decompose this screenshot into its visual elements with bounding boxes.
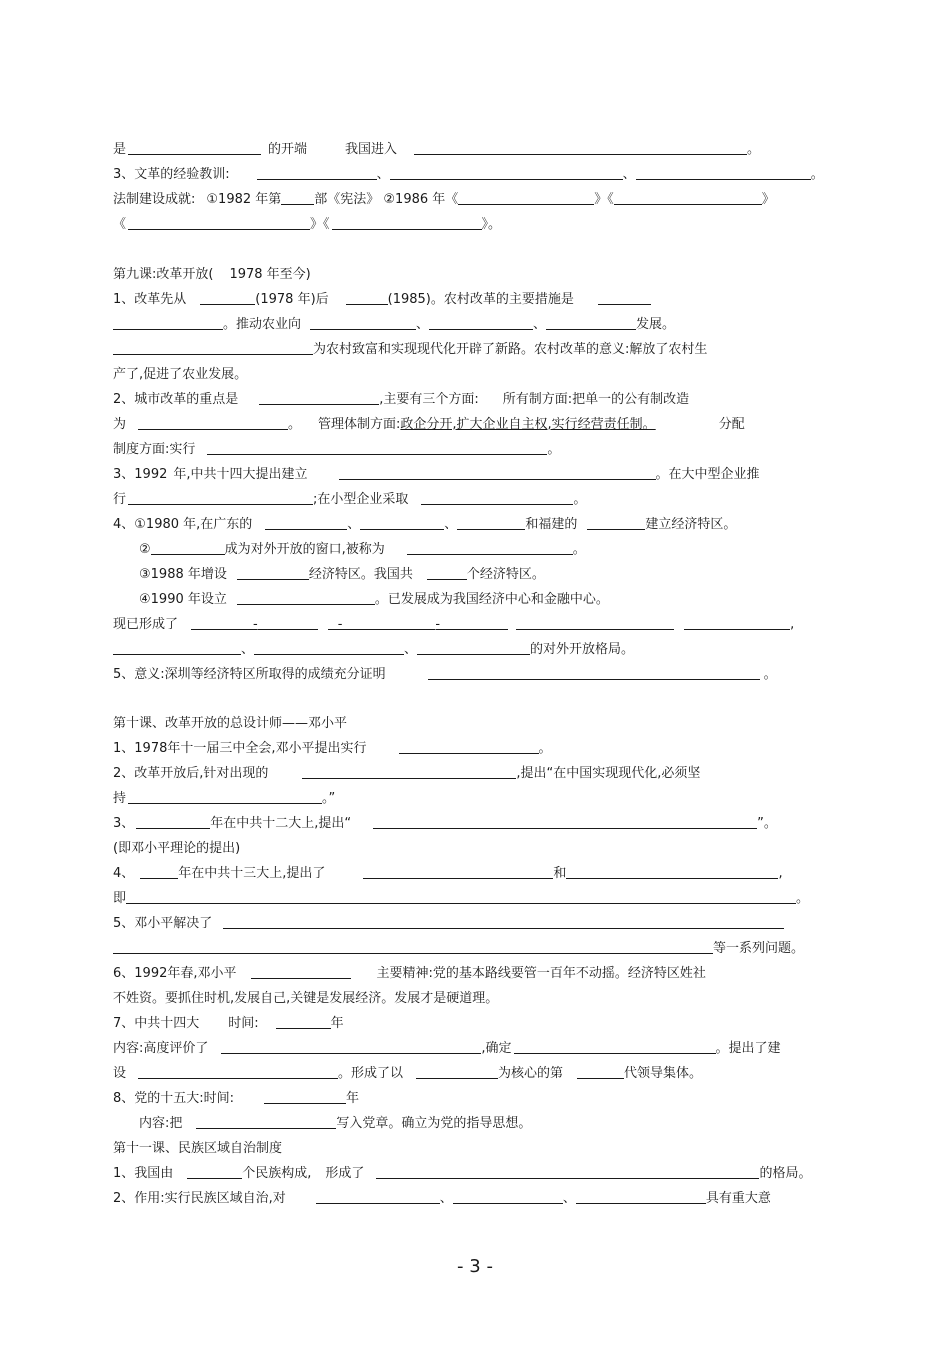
text: 政企分开,扩大企业自主权,实行经营责任制。 [400, 417, 656, 432]
answer-blank[interactable] [342, 615, 435, 630]
text: 。提出了建 [715, 1041, 781, 1056]
text: ”。 [757, 816, 777, 831]
answer-blank[interactable] [684, 615, 790, 630]
answer-blank[interactable] [339, 465, 656, 480]
text-line [113, 614, 833, 636]
text-line [113, 888, 833, 910]
answer-blank[interactable] [514, 1039, 716, 1054]
lesson-heading [113, 713, 833, 735]
answer-blank[interactable] [427, 565, 467, 580]
text: 设 [113, 1066, 127, 1081]
text: (1978 年)后 [255, 292, 329, 307]
text-line [113, 564, 833, 586]
text-line [113, 339, 833, 361]
answer-blank[interactable] [113, 315, 223, 330]
text-line [113, 1038, 833, 1060]
answer-blank[interactable] [346, 290, 388, 305]
answer-blank[interactable] [200, 290, 255, 305]
answer-blank[interactable] [598, 290, 651, 305]
answer-blank[interactable] [587, 515, 645, 530]
answer-blank[interactable] [373, 814, 757, 829]
answer-blank[interactable] [237, 590, 375, 605]
answer-blank[interactable] [316, 1189, 440, 1204]
answer-blank[interactable] [128, 140, 261, 155]
answer-blank[interactable] [128, 490, 313, 505]
text-line [113, 189, 833, 211]
answer-blank[interactable] [421, 490, 573, 505]
text: 、 [404, 642, 418, 657]
text: 年 [330, 1016, 344, 1031]
answer-blank[interactable] [281, 190, 314, 205]
text-line [113, 364, 833, 386]
answer-blank[interactable] [363, 864, 553, 879]
text: 。形成了以 [338, 1066, 404, 1081]
text: 。 [538, 741, 552, 756]
text-line [113, 938, 833, 960]
text: 3、文革的经验教训: [113, 167, 230, 182]
text: ③1988 年增设 [139, 567, 227, 582]
text: 时间: [228, 1016, 259, 1031]
text-line [113, 514, 833, 536]
text: 3、1992 [113, 467, 168, 482]
answer-blank[interactable] [428, 665, 760, 680]
answer-blank[interactable] [416, 1064, 498, 1079]
answer-blank[interactable] [414, 140, 747, 155]
text-line [113, 314, 833, 336]
answer-blank[interactable] [138, 415, 288, 430]
text: 建立经济特区。 [645, 517, 737, 532]
text-line [113, 214, 833, 236]
text: 、 [439, 1191, 453, 1206]
answer-blank[interactable] [546, 315, 636, 330]
text: 、 [347, 517, 361, 532]
text: 和福建的 [525, 517, 578, 532]
text: (1985)。农村改革的主要措施是 [387, 292, 574, 307]
text-line [113, 289, 833, 311]
text-line [113, 788, 833, 810]
text: 年 [346, 1091, 360, 1106]
answer-blank[interactable] [390, 165, 623, 180]
text: 持 [113, 791, 127, 806]
answer-blank[interactable] [191, 615, 253, 630]
answer-blank[interactable] [237, 565, 309, 580]
text-line [113, 913, 833, 935]
text: 年在中共十三大上,提出了 [178, 866, 326, 881]
text: 1、改革先从 [113, 292, 187, 307]
text: 1978 年至今) [229, 267, 311, 282]
text: 、 [622, 167, 636, 182]
text: ,提出“在中国实现现代化,必须坚 [516, 766, 701, 781]
answer-blank[interactable] [113, 640, 241, 655]
text: 第九课:改革开放( [113, 267, 214, 282]
text: 为农村致富和实现现代化开辟了新路。农村改革的意义:解放了农村生 [313, 342, 708, 357]
answer-blank[interactable] [302, 764, 516, 779]
answer-blank[interactable] [566, 864, 778, 879]
text-line [113, 439, 833, 461]
text: 7、中共十四大 [113, 1016, 200, 1031]
text: 8、党的十五大:时间: [113, 1091, 235, 1106]
text: 。 [796, 891, 810, 906]
answer-blank[interactable] [614, 190, 762, 205]
answer-blank[interactable] [128, 215, 310, 230]
text: ,主要有三个方面: [379, 392, 479, 407]
answer-blank[interactable] [113, 939, 713, 954]
text: 即 [113, 891, 127, 906]
answer-blank[interactable] [207, 440, 547, 455]
text: 我国进入 [345, 142, 398, 157]
text: 具有重大意 [705, 1191, 771, 1206]
answer-blank[interactable] [187, 1164, 242, 1179]
answer-blank[interactable] [332, 215, 482, 230]
text: 1、1978年十一届三中全会,邓小平提出实行 [113, 741, 367, 756]
answer-blank[interactable] [376, 1164, 759, 1179]
text: 年在中共十二大上,提出“ [210, 816, 352, 831]
text: (即邓小平理论的提出) [113, 841, 241, 856]
text: 2、改革开放后,针对出现的 [113, 766, 269, 781]
text: 1、我国由 [113, 1166, 174, 1181]
text: 年,中共十四大提出建立 [173, 467, 308, 482]
text: 个民族构成, [242, 1166, 312, 1181]
text: 。在大中型企业推 [655, 467, 760, 482]
text: 。” [322, 791, 336, 806]
answer-blank[interactable] [140, 864, 178, 879]
text: 成为对外开放的窗口,被称为 [224, 542, 385, 557]
text: 6、1992年春,邓小平 [113, 966, 237, 981]
answer-blank[interactable] [328, 615, 338, 630]
text: ;在小型企业采取 [313, 492, 409, 507]
text: 、 [241, 642, 255, 657]
text: 的格局。 [759, 1166, 812, 1181]
text-line [113, 139, 833, 161]
text-line [113, 414, 833, 436]
text: , [790, 617, 795, 632]
text: 2、城市改革的重点是 [113, 392, 239, 407]
text-line [113, 963, 833, 985]
answer-blank[interactable] [151, 540, 225, 555]
text: 主要精神:党的基本路线要管一百年不动摇。经济特区姓社 [376, 966, 706, 981]
text: 内容:把 [139, 1116, 183, 1131]
text: 个经济特区。 [466, 567, 545, 582]
text: 。 [763, 667, 777, 682]
text-line [113, 1013, 833, 1035]
text-line [113, 988, 833, 1010]
text: 。 [573, 492, 587, 507]
text: 内容:高度评价了 [113, 1041, 209, 1056]
text-line [113, 1188, 833, 1210]
lesson-heading [113, 1138, 833, 1160]
text-line [113, 389, 833, 411]
answer-blank[interactable] [407, 540, 573, 555]
text: 发展。 [636, 317, 676, 332]
lesson-heading [113, 264, 833, 286]
text-line [113, 639, 833, 661]
text: 》。 [481, 217, 502, 232]
answer-blank[interactable] [399, 739, 539, 754]
text: 。 [747, 142, 761, 157]
text: 第十课、改革开放的总设计师——邓小平 [113, 716, 348, 731]
text: 3、 [113, 816, 135, 831]
text: 》《 [310, 217, 330, 232]
answer-blank[interactable] [440, 615, 508, 630]
answer-blank[interactable] [126, 889, 796, 904]
answer-blank[interactable] [453, 1189, 563, 1204]
text: 、 [444, 517, 458, 532]
answer-blank[interactable] [251, 964, 351, 979]
text-line [113, 863, 833, 885]
text: 所有制方面:把单一的公有制改造 [502, 392, 690, 407]
text: 4、①1980 年,在广东的 [113, 517, 253, 532]
text: 、 [376, 167, 390, 182]
text: 行 [113, 492, 127, 507]
answer-blank[interactable] [196, 1114, 336, 1129]
answer-blank[interactable] [128, 789, 322, 804]
answer-blank[interactable] [577, 1064, 624, 1079]
text: 制度方面:实行 [113, 442, 196, 457]
answer-blank[interactable] [254, 640, 404, 655]
text: 为核心的第 [498, 1066, 564, 1081]
text: 经济特区。我国共 [308, 567, 413, 582]
text: 管理体制方面: [318, 417, 401, 432]
text: 是 [113, 142, 127, 157]
text: 为 [113, 417, 127, 432]
answer-blank[interactable] [259, 390, 379, 405]
answer-blank[interactable] [138, 1064, 338, 1079]
text: 2、作用:实行民族区域自治,对 [113, 1191, 286, 1206]
text: 。 [572, 542, 586, 557]
text-line [113, 164, 833, 186]
text: 的开端 [268, 142, 308, 157]
text: 、 [416, 317, 430, 332]
text: 4、 [113, 866, 135, 881]
text: 和 [553, 866, 567, 881]
text: 部《宪法》 ②1986 年《 [314, 192, 459, 207]
text-line [113, 813, 833, 835]
answer-blank[interactable] [458, 190, 594, 205]
text: 第十一课、民族区域自治制度 [113, 1141, 283, 1156]
text: 写入党章。确立为党的指导思想。 [336, 1116, 532, 1131]
text: 。 [288, 417, 302, 432]
text: 《 [113, 217, 127, 232]
page-number: - 3 - [457, 1256, 493, 1277]
text: ② [139, 542, 151, 557]
text: 的对外开放格局。 [530, 642, 635, 657]
text: ④1990 年设立 [139, 592, 227, 607]
text: ①1982 年第 [206, 192, 282, 207]
answer-blank[interactable] [429, 315, 533, 330]
answer-blank[interactable] [136, 814, 210, 829]
text: 产了,促进了农业发展。 [113, 367, 248, 382]
text: 5、邓小平解决了 [113, 916, 213, 931]
text: ,确定 [481, 1041, 512, 1056]
text: 。推动农业向 [223, 317, 302, 332]
answer-blank[interactable] [221, 1039, 481, 1054]
text-line [113, 589, 833, 611]
answer-blank[interactable] [576, 1189, 706, 1204]
answer-blank[interactable] [360, 515, 444, 530]
answer-blank[interactable] [113, 340, 313, 355]
text: 分配 [718, 417, 745, 432]
answer-blank[interactable] [276, 1014, 331, 1029]
text: - [253, 617, 258, 632]
text-line [113, 664, 833, 686]
answer-blank[interactable] [258, 615, 318, 630]
text: 。 [810, 167, 824, 182]
text: 法制建设成就: [113, 192, 196, 207]
text-line [113, 738, 833, 760]
answer-blank[interactable] [417, 640, 530, 655]
text: , [778, 866, 783, 881]
text: - [337, 617, 343, 632]
text-line [113, 489, 833, 511]
text-line [113, 1063, 833, 1085]
answer-blank[interactable] [457, 515, 525, 530]
answer-blank[interactable] [636, 165, 811, 180]
answer-blank[interactable] [257, 165, 377, 180]
answer-blank[interactable] [265, 515, 347, 530]
text-line [113, 763, 833, 785]
text: 5、意义:深圳等经济特区所取得的成绩充分证明 [113, 667, 386, 682]
answer-blank[interactable] [516, 615, 674, 630]
text-line [113, 464, 833, 486]
text-line [113, 1113, 833, 1135]
text: 、 [533, 317, 547, 332]
answer-blank[interactable] [223, 914, 784, 929]
text: 。 [547, 442, 561, 457]
text-line [113, 1163, 833, 1185]
answer-blank[interactable] [264, 1089, 346, 1104]
text: - [435, 617, 441, 632]
text: 、 [562, 1191, 576, 1206]
text: 现已形成了 [113, 617, 179, 632]
text: 等一系列问题。 [713, 941, 805, 956]
text-line [113, 1088, 833, 1110]
text: 。已发展成为我国经济中心和金融中心。 [374, 592, 609, 607]
text-line [113, 539, 833, 561]
text: 》 [761, 192, 775, 207]
text: 》《 [594, 192, 614, 207]
text: 代领导集体。 [624, 1066, 703, 1081]
answer-blank[interactable] [310, 315, 416, 330]
text: 形成了 [325, 1166, 365, 1181]
text: 不姓资。要抓住时机,发展自己,关键是发展经济。发展才是硬道理。 [113, 991, 499, 1006]
text-line [113, 838, 833, 860]
